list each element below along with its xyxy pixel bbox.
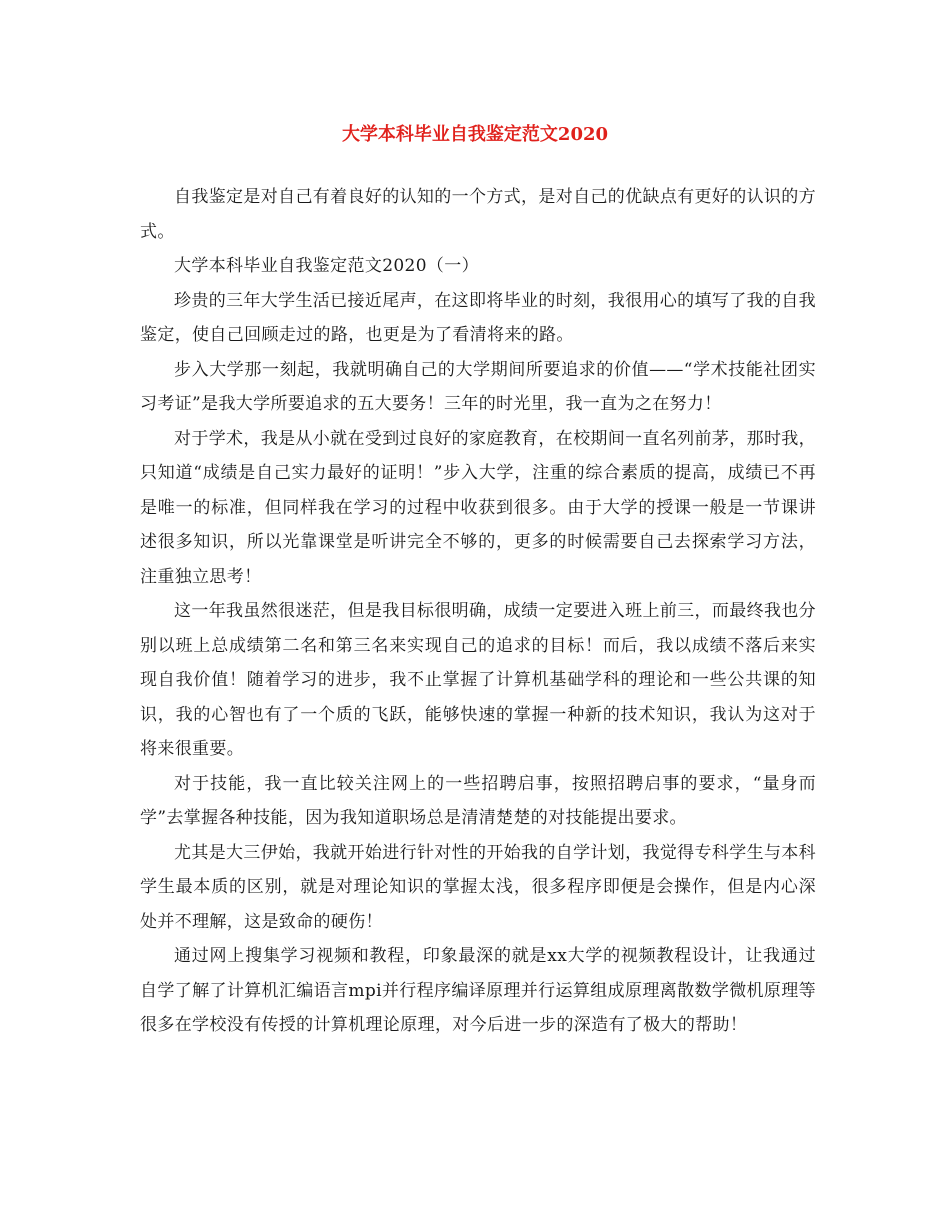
paragraph: 珍贵的三年大学生活已接近尾声，在这即将毕业的时刻，我很用心的填写了我的自我鉴定，使自己回顾走过的路，也更是为了看清将来的路。 bbox=[140, 290, 816, 345]
paragraph-intro: 自我鉴定是对自己有着良好的认知的一个方式，是对自己的优缺点有更好的认识的方式。 bbox=[140, 187, 816, 242]
paragraph: 这一年我虽然很迷茫，但是我目标很明确，成绩一定要进入班上前三，而最终我也分别以班上总成绩第二名和第三名来实现自己的追求的目标！而后，我以成绩不落后来实现自我价值！随着学习的进步，我不止掌握了计算机基础学科的理论和一些公共课的知识，我的心智也有了一个质的飞跃，能够快速的掌握一种新的技术知识，我认为这对于将来很重要。 bbox=[140, 601, 816, 759]
paragraph: 尤其是大三伊始，我就开始进行针对性的开始我的自学计划，我觉得专科学生与本科学生最本质的区别，就是对理论知识的掌握太浅，很多程序即便是会操作，但是内心深处并不理解，这是致命的硬伤！ bbox=[140, 842, 816, 932]
paragraph: 对于学术，我是从小就在受到过良好的家庭教育，在校期间一直名列前茅，那时我，只知道“成绩是自己实力最好的证明！”步入大学，注重的综合素质的提高，成绩已不再是唯一的标准，但同样我在学习的过程中收获到很多。由于大学的授课一般是一节课讲述很多知识，所以光靠课堂是听讲完全不够的，更多的时候需要自己去探索学习方法，注重独立思考！ bbox=[140, 428, 816, 587]
document-body bbox=[140, 180, 816, 1043]
document-title: 大学本科毕业自我鉴定范文2020 bbox=[341, 124, 609, 145]
paragraph: 对于技能，我一直比较关注网上的一些招聘启事，按照招聘启事的要求，“量身而学”去掌握各种技能，因为我知道职场总是清清楚楚的对技能提出要求。 bbox=[140, 773, 816, 828]
paragraph: 通过网上搜集学习视频和教程，印象最深的就是xx大学的视频教程设计，让我通过自学了解了计算机汇编语言mpi并行程序编译原理并行运算组成原理离散数学微机原理等很多在学校没有传授的计算机理论原理，对今后进一步的深造有了极大的帮助！ bbox=[140, 946, 816, 1035]
section-heading: 大学本科毕业自我鉴定范文2020（一） bbox=[174, 256, 479, 276]
paragraph: 步入大学那一刻起，我就明确自己的大学期间所要追求的价值——“学术技能社团实习考证”是我大学所要追求的五大要务！三年的时光里，我一直为之在努力！ bbox=[140, 359, 816, 414]
